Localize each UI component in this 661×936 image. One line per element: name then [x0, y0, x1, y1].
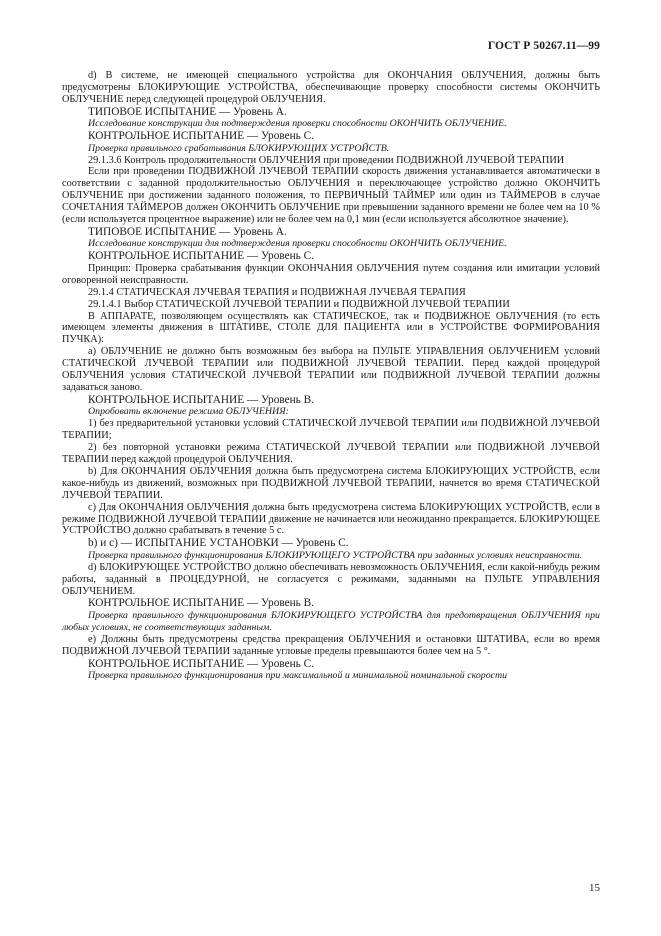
item-2-paragraph: 2) без повторной установки режима СТАТИЧЕСКОЙ ЛУЧЕВОЙ ТЕРАПИИ или ПОДВИЖНОЙ ЛУЧЕВОЙ ТЕРАПИИ перед каждой процедурой ОБЛУЧЕНИЯ.	[62, 442, 600, 465]
blocking-function-note: Проверка правильного функционирования БЛОКИРУЮЩЕГО УСТРОЙСТВА при заданных условиях неисправности.	[88, 549, 583, 561]
control-test-line: КОНТРОЛЬНОЕ ИСПЫТАНИЕ — Уровень В.	[88, 597, 315, 610]
section-29-1-4-heading: 29.1.4 СТАТИЧЕСКАЯ ЛУЧЕВАЯ ТЕРАПИЯ и ПОДВИЖНАЯ ЛУЧЕВАЯ ТЕРАПИЯ	[88, 286, 466, 298]
standard-header: ГОСТ Р 50267.11—99	[487, 40, 600, 52]
moving-therapy-duration-paragraph: Если при проведении ПОДВИЖНОЙ ЛУЧЕВОЙ ТЕРАПИИ скорость движения устанавливается автоматически в соответствии с заданной продолжительностью ОБЛУЧЕНИЯ и переключающее устройство должно ОКОНЧИТЬ ОБЛУЧЕНИЕ при достижении заданного положения, то ПЕРВИЧНЫЙ ТАЙМЕР или один из ТАЙМЕРОВ в случае СОЧЕТАНИЯ ТАЙМЕРОВ должен ОКОНЧИТЬ ОБЛУЧЕНИЕ при превышении заданного времени не более чем на 10 % (если используется процентное выражение) или не более чем на 0,1 мин (если используется абсолютное значение).	[62, 166, 600, 226]
item-e-paragraph: е) Должны быть предусмотрены средства прекращения ОБЛУЧЕНИЯ и остановки ШТАТИВА, если во время ПОДВИЖНОЙ ЛУЧЕВОЙ ТЕРАПИИ заданные угловые пределы превышаются более чем на 5 °.	[62, 633, 600, 657]
section-29-1-4-1-heading: 29.1.4.1 Выбор СТАТИЧЕСКОЙ ЛУЧЕВОЙ ТЕРАПИИ и ПОДВИЖНОЙ ЛУЧЕВОЙ ТЕРАПИИ	[88, 298, 510, 310]
item-b-paragraph: b) Для ОКОНЧАНИЯ ОБЛУЧЕНИЯ должна быть предусмотрена система БЛОКИРУЮЩИХ УСТРОЙСТВ, если какое-нибудь из движений, возможных при ПОДВИЖНОЙ ЛУЧЕВОЙ ТЕРАПИИ, начнется во время СТАТИЧЕСКОЙ ЛУЧЕВОЙ ТЕРАПИИ.	[62, 465, 600, 501]
paragraph-d-blocking-devices: d) В системе, не имеющей специального устройства для ОКОНЧАНИЯ ОБЛУЧЕНИЯ, должны быть предусмотрены БЛОКИРУЮЩИЕ УСТРОЙСТВА, обеспечивающие проверку способности системы ОКОНЧИТЬ ОБЛУЧЕНИЕ перед следующей процедурой ОБЛУЧЕНИЯ.	[62, 70, 600, 105]
type-test-line: ТИПОВОЕ ИСПЫТАНИЕ — Уровень А.	[88, 225, 287, 238]
apparatus-paragraph: В АППАРАТЕ, позволяющем осуществлять как СТАТИЧЕСКОЕ, так и ПОДВИЖНОЕ ОБЛУЧЕНИЯ (то есть имеющем элементы движения в ШТАТИВЕ, СТОЛЕ ДЛЯ ПАЦИЕНТА или в УСТРОЙСТВЕ ФОРМИРОВАНИЯ ПУЧКА):	[62, 310, 600, 346]
try-irradiation-note: Опробовать включение режима ОБЛУЧЕНИЯ:	[88, 406, 289, 418]
item-1-paragraph: 1) без предварительной установки условий СТАТИЧЕСКОЙ ЛУЧЕВОЙ ТЕРАПИИ или ПОДВИЖНОЙ ЛУЧЕВОЙ ТЕРАПИИ;	[62, 418, 600, 442]
control-test-line: КОНТРОЛЬНОЕ ИСПЫТАНИЕ — Уровень С.	[88, 657, 315, 670]
installation-test-line: b) и с) — ИСПЫТАНИЕ УСТАНОВКИ — Уровень С.	[88, 537, 349, 550]
item-c-paragraph: с) Для ОКОНЧАНИЯ ОБЛУЧЕНИЯ должна быть предусмотрена система БЛОКИРУЮЩИХ УСТРОЙСТВ, если в режиме ПОДВИЖНОЙ ЛУЧЕВОЙ ТЕРАПИИ движение не начинается или неожиданно прекращается. БЛОКИРУЮЩЕЕ УСТРОЙСТВО должно срабатывать в течение 5 с.	[62, 501, 600, 537]
document-page	[62, 0, 600, 936]
item-a-paragraph: а) ОБЛУЧЕНИЕ не должно быть возможным без выбора на ПУЛЬТЕ УПРАВЛЕНИЯ ОБЛУЧЕНИЕМ условий СТАТИЧЕСКОЙ ЛУЧЕВОЙ ТЕРАПИИ или ПОДВИЖНОЙ ЛУЧЕВОЙ ТЕРАПИИ. Перед каждой процедурой ОБЛУЧЕНИЯ условия СТАТИЧЕСКОЙ ЛУЧЕВОЙ ТЕРАПИИ или ПОДВИЖНОЙ ЛУЧЕВОЙ ТЕРАПИИ должны задаваться заново.	[62, 346, 600, 393]
type-test-line: ТИПОВОЕ ИСПЫТАНИЕ — Уровень А.	[88, 105, 287, 118]
blocking-prevention-note: Проверка правильного функционирования БЛОКИРУЮЩЕГО УСТРОЙСТВА для предотвращения ОБЛУЧЕНИЯ при любых условиях, не соответствующих заданным.	[62, 609, 600, 633]
section-29-1-3-6-heading: 29.1.3.6 Контроль продолжительности ОБЛУЧЕНИЯ при проведении ПОДВИЖНОЙ ЛУЧЕВОЙ ТЕРАПИИ	[88, 154, 565, 166]
page-number: 15	[589, 882, 600, 894]
control-test-line: КОНТРОЛЬНОЕ ИСПЫТАНИЕ — Уровень С.	[88, 130, 315, 143]
design-study-note: Исследование конструкции для подтверждения проверки способности ОКОНЧИТЬ ОБЛУЧЕНИЕ.	[88, 238, 507, 250]
item-d-paragraph: d) БЛОКИРУЮЩЕЕ УСТРОЙСТВО должно обеспечивать невозможность ОБЛУЧЕНИЯ, если какой-нибудь режим работы, заданный в ПРОЦЕДУРНОЙ, не согласуется с режимами, заданными на ПУЛЬТЕ УПРАВЛЕНИЯ ОБЛУЧЕНИЕМ.	[62, 561, 600, 597]
control-test-line: КОНТРОЛЬНОЕ ИСПЫТАНИЕ — Уровень В.	[88, 393, 315, 406]
document-body	[62, 70, 600, 682]
principle-paragraph: Принцип: Проверка срабатывания функции ОКОНЧАНИЯ ОБЛУЧЕНИЯ путем создания или имитации условий оговоренной неисправности.	[62, 262, 600, 286]
speed-check-note: Проверка правильного функционирования при максимальной и минимальной номинальной скорости	[88, 670, 508, 682]
control-test-line: КОНТРОЛЬНОЕ ИСПЫТАНИЕ — Уровень С.	[88, 250, 315, 263]
blocking-check-note: Проверка правильного срабатывания БЛОКИРУЮЩИХ УСТРОЙСТВ.	[88, 142, 390, 154]
design-study-note: Исследование конструкции для подтверждения проверки способности ОКОНЧИТЬ ОБЛУЧЕНИЕ.	[88, 118, 507, 130]
